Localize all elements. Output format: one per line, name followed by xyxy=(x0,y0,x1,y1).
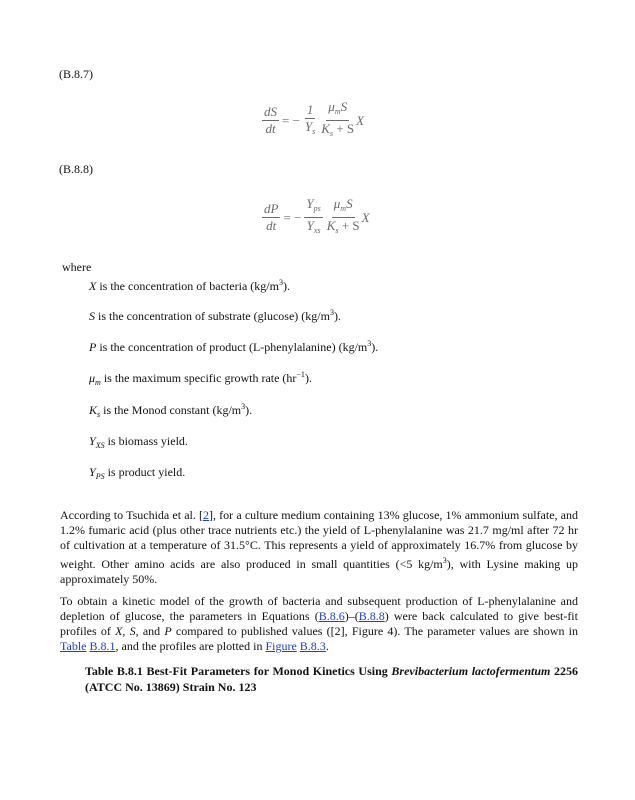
table-caption: Table B.8.1 Best-Fit Parameters for Monod Kinetics Using Brevibacterium lactofermentum 2256 (ATCC No. 13869) Strain No. 123 xyxy=(85,664,579,694)
paragraph-tsuchida: According to Tsuchida et al. [2], for a culture medium containing 13% glucose, 1% ammonium sulfate, and 1.2% fumaric acid (plus other trace nutrients etc.) the yield of L-phenylalanine was 21.7 mg/ml after 72 hr of cultivation at a temperature of 31.5°C. This represents a yield of approximately 16.7% from glucose by weight. Other amino acids are also produced in small quantities (<5 $kg/m^3$), with Lysine making up approximately 50%. xyxy=(60,508,579,586)
equation-b88: $\frac{dP}{dt}$ = − $\frac{Y_{ps}}{Y_{xs}}$ $\frac{\mu_mS}{K_s + S}$ X xyxy=(262,197,370,238)
figure-link-b83[interactable]: B.8.3 xyxy=(299,639,326,653)
equation-link-b88[interactable]: B.8.8 xyxy=(358,609,385,623)
definition-x: X is the concentration of bacteria $(kg/m^3)$. xyxy=(89,278,290,293)
paragraph-kinetic-model: To obtain a kinetic model of the growth of bacteria and subsequent production of L-phenylalanine and depletion of glucose, the parameters in Equations (B.8.6)–(B.8.8) were back calculated to give best-fit profiles of X, S, and P compared to published values ([2], Figure 4). The parameter values are shown in Table B.8.1, and the profiles are plotted in Figure B.8.3. xyxy=(60,594,578,653)
equation-label-b87: (B.8.7) xyxy=(59,67,93,81)
definition-p: P is the concentration of product (L-phenylalanine) $(kg/m^3)$. xyxy=(89,339,379,354)
eq-b87-lhs: $\frac{dS}{dt}$ xyxy=(264,104,277,136)
where-label: where xyxy=(62,260,92,274)
equation-b87: $\frac{dS}{dt}$ = − $\frac{1}{Y_s}$ $\frac{\mu_mS}{K_s + S}$ X xyxy=(262,100,364,141)
reference-link-2[interactable]: 2 xyxy=(203,508,210,522)
equation-label-b88: (B.8.8) xyxy=(59,162,93,176)
table-link-label[interactable]: Table xyxy=(60,639,87,653)
equation-link-b86[interactable]: B.8.6 xyxy=(318,609,345,623)
definition-yxs: $Y_{XS}$ is biomass yield. xyxy=(89,434,188,450)
eq-b87-monod-fraction: $\frac{\mu_mS}{K_s + S}$ xyxy=(321,99,355,138)
eq-b87-yield-fraction: $\frac{1}{Y_s}$ xyxy=(304,101,316,136)
definition-mu-m: $\mu_m$ is the maximum specific growth rate $(hr^{-1})$. xyxy=(89,370,312,387)
eq-b88-lhs: $\frac{dP}{dt}$ xyxy=(264,201,279,233)
definition-s: S is the concentration of substrate (glucose) $(kg/m^3)$. xyxy=(89,308,341,323)
definition-ks: $K_s$ is the Monod constant $(kg/m^3)$. xyxy=(89,402,253,419)
table-link-b81[interactable]: B.8.1 xyxy=(89,639,116,653)
reference-2: 2 xyxy=(334,624,341,638)
definition-yps: $Y_{PS}$ is product yield. xyxy=(89,465,186,481)
eq-b88-yield-fraction: $\frac{Y_{ps}}{Y_{xs}}$ xyxy=(306,196,321,235)
eq-b88-monod-fraction: $\frac{\mu_mS}{K_s + S}$ xyxy=(326,196,360,235)
figure-link-label[interactable]: Figure xyxy=(265,639,297,653)
